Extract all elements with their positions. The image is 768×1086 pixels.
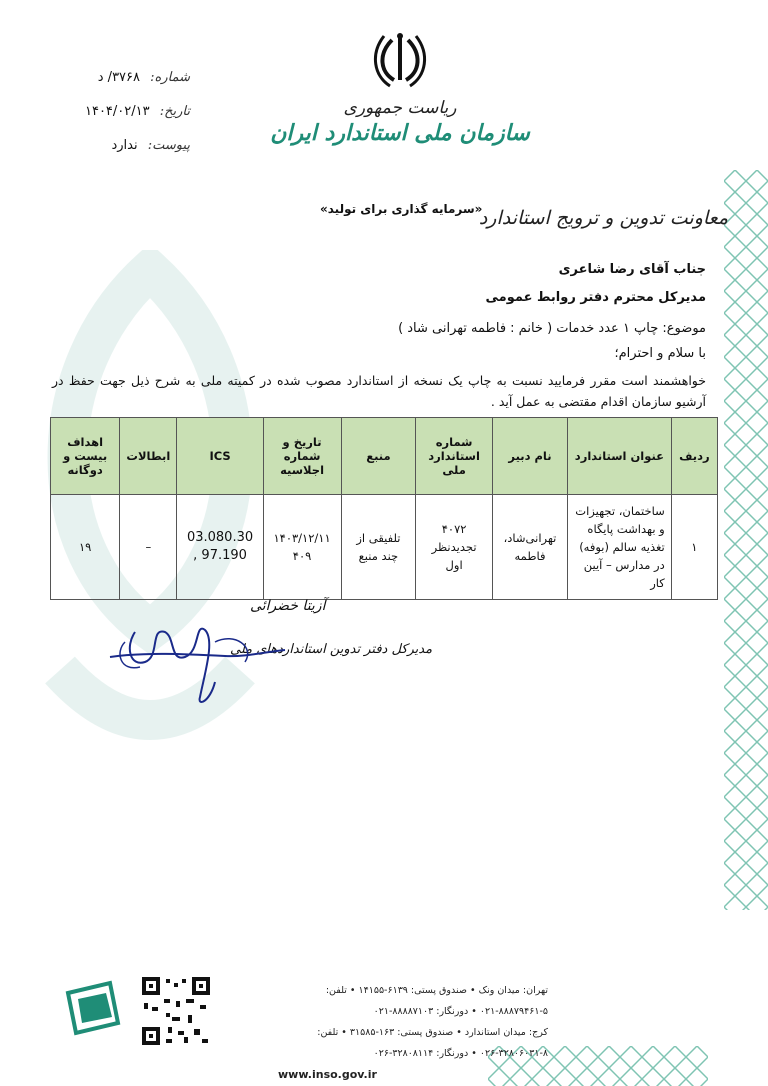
date-value: ۱۴۰۴/۰۲/۱۳ <box>84 104 150 119</box>
attachment-label: پیوست: <box>147 138 190 153</box>
number-value: ۳۷۶۸/ د <box>97 70 141 85</box>
website-link[interactable]: www.inso.gov.ir <box>278 1068 377 1081</box>
col-header: منبع <box>341 418 416 495</box>
table-cell: تهرانی‌شاد، فاطمه <box>492 495 567 600</box>
standards-table <box>50 417 718 600</box>
letter-number <box>40 70 190 85</box>
col-header: شماره استاندارد ملی <box>416 418 493 495</box>
letter-attachment <box>40 138 190 153</box>
letter-date <box>40 104 190 119</box>
col-header: ردیف <box>671 418 717 495</box>
slogan: «سرمایه گذاری برای تولید» <box>320 202 483 216</box>
table-cell: 03.080.30 , 97.190 <box>177 495 263 600</box>
tehran-address: تهران: میدان ونک • صندوق پستی: ۶۱۳۹-۱۴۱۵۵ • تلفن: ۵-۸۸۸۷۹۴۶۱-۰۲۱ • دورنگار: ۸۸۸۸۷۱۰۳-۰۲۱ <box>325 985 548 1017</box>
table-header-row <box>51 418 718 495</box>
table-cell: تلفیقی از چند منبع <box>341 495 416 600</box>
inso-logo <box>60 975 126 1041</box>
karaj-address: کرج: میدان استاندارد • صندوق پستی: ۱۶۳-۳۱۵۸۵ • تلفن: ۸-۳۲۸۰۶۰۳۱-۰۲۶ • دورنگار: ۳۲۸۰۸۱۱۴-۰۲۶ <box>317 1027 548 1059</box>
table-row <box>51 495 718 600</box>
header-logo-block <box>270 30 530 146</box>
table-cell: ۱۴۰۳/۱۲/۱۱ ۴۰۹ <box>263 495 341 600</box>
qr-code <box>140 975 212 1047</box>
number-label: شماره: <box>150 70 190 85</box>
lattice-pattern-side <box>724 170 768 910</box>
organization-name: سازمان ملی استاندارد ایران <box>270 120 530 146</box>
signatory-title: مدیرکل دفتر تدوین استانداردهای ملی <box>230 642 433 657</box>
table-cell: – <box>120 495 177 600</box>
col-header: ICS <box>177 418 263 495</box>
national-emblem-icon <box>372 30 428 90</box>
signatory-name: آزیتا خضرائی <box>250 598 326 614</box>
footer-contact <box>278 980 548 1085</box>
col-header: ابطالات <box>120 418 177 495</box>
date-label: تاریخ: <box>159 104 190 119</box>
table-cell: ساختمان، تجهیزات و بهداشت پایگاه تغذیه سالم (بوفه) در مدارس – آیین کار <box>568 495 672 600</box>
attachment-value: ندارد <box>111 138 138 153</box>
col-header: تاریخ و شماره اجلاسیه <box>263 418 341 495</box>
recipient-title: مدیرکل محترم دفتر روابط عمومی <box>485 290 706 305</box>
col-header: نام دبیر <box>492 418 567 495</box>
table-cell: ۱ <box>671 495 717 600</box>
letter-subject: موضوع: چاپ ۱ عدد خدمات ( خانم : فاطمه تهرانی شاد ) <box>398 321 706 336</box>
col-header: عنوان استاندارد <box>568 418 672 495</box>
handwritten-signature <box>105 612 305 712</box>
col-header: اهداف بیست و دوگانه <box>51 418 120 495</box>
deputy-title: معاونت تدوین و ترویج استاندارد <box>478 207 728 229</box>
recipient-name: جناب آقای رضا شاعری <box>558 262 706 277</box>
presidency-text: ریاست جمهوری <box>343 98 457 118</box>
letter-greeting: با سلام و احترام؛ <box>614 346 706 361</box>
table-cell: ۴۰۷۲ تجدیدنظر اول <box>416 495 493 600</box>
table-cell: ۱۹ <box>51 495 120 600</box>
letter-body: خواهشمند است مقرر فرمایید نسبت به چاپ یک نسخه از استاندارد مصوب شده در کمیته ملی به شرح ذیل جهت حفظ در آرشیو سازمان اقدام مقتضی به عمل آید . <box>52 373 706 409</box>
